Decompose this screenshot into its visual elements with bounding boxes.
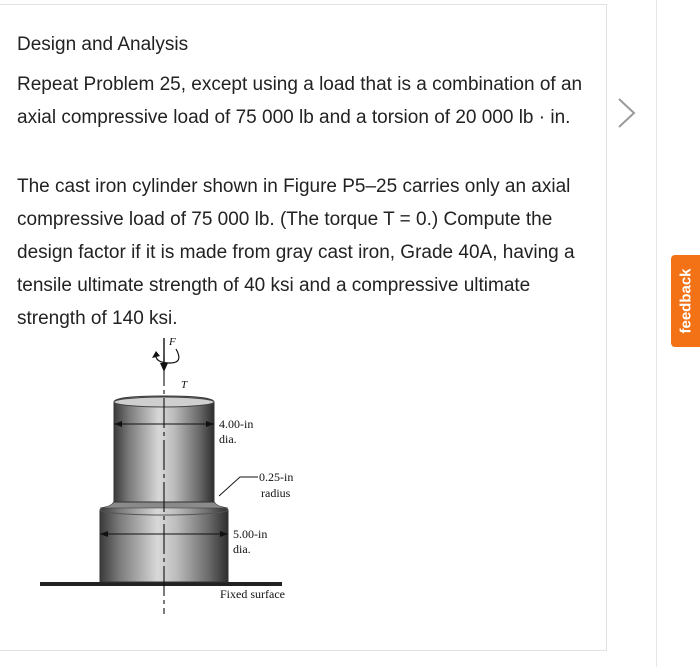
divider xyxy=(656,0,657,667)
fillet-leader xyxy=(219,477,258,496)
feedback-tab[interactable] xyxy=(671,255,700,347)
cylinder-figure xyxy=(30,336,330,616)
fixed-surface-label: Fixed surface xyxy=(220,587,285,601)
force-arrow-head xyxy=(160,363,168,372)
chevron-right-icon xyxy=(614,96,640,130)
feedback-label: feedback xyxy=(677,268,694,334)
fillet-unit: radius xyxy=(261,486,291,500)
label-F: F xyxy=(169,336,176,348)
torque-arrow-head xyxy=(152,351,160,358)
next-question-button[interactable] xyxy=(614,96,640,130)
label-T: T xyxy=(181,379,188,391)
fixed-surface xyxy=(40,582,282,586)
fillet-value: 0.25-in xyxy=(259,470,294,484)
problem-reference-text: The cast iron cylinder shown in Figure P5–25 carries only an axial compressive load of 75 000 lb. (The torque T = 0.) Compute the design factor if it is made from gray cast iron, Grade 40A, having a tensile ultimate strength of 40 ksi and a compressive ultimate strength of 140 ksi. xyxy=(17,176,575,329)
section-heading: Design and Analysis xyxy=(17,34,189,55)
top-dia-value: 4.00-in xyxy=(219,417,254,431)
bottom-dia-unit: dia. xyxy=(233,542,251,556)
top-dia-unit: dia. xyxy=(219,432,237,446)
bottom-dia-value: 5.00-in xyxy=(233,527,268,541)
problem-statement: Repeat Problem 25, except using a load that is a combination of an axial compressive load of 75 000 lb and a torsion of 20 000 lb · in. xyxy=(17,74,583,128)
